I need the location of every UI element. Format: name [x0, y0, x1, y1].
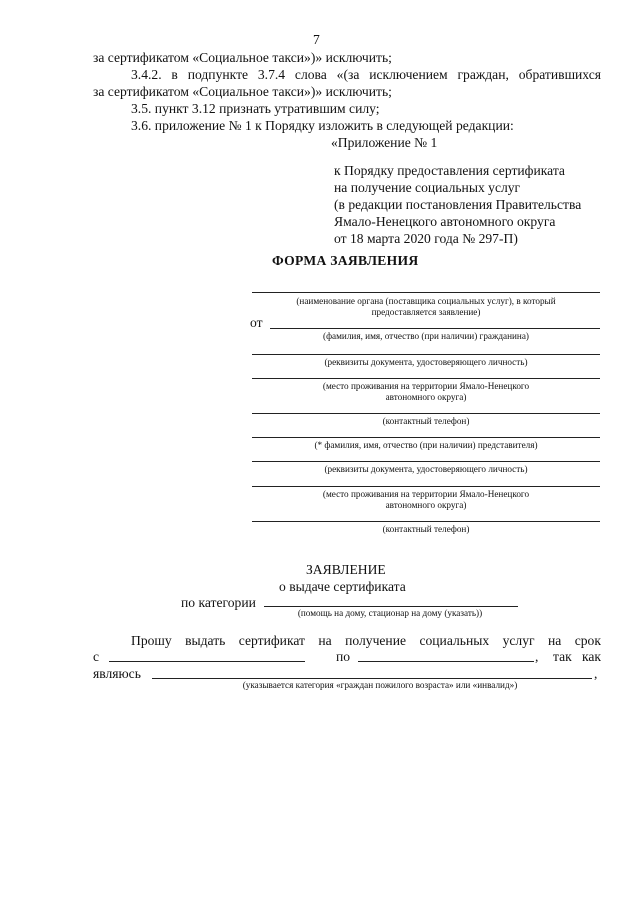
being-hint: (указывается категория «граждан пожилого возраста» или «инвалид») — [242, 680, 518, 690]
citizen-doc-line[interactable] — [252, 354, 600, 355]
category-prefix: по категории — [181, 595, 256, 610]
from-prefix: от — [250, 315, 263, 330]
rep-doc-label: (реквизиты документа, удостоверяющего личность) — [324, 464, 528, 474]
organ-line[interactable] — [252, 292, 600, 293]
request-word: получение — [345, 633, 407, 648]
page-number: 7 — [313, 32, 320, 47]
appendix-line-5: от 18 марта 2020 года № 297-П) — [334, 231, 518, 246]
request-word: выдать — [185, 633, 226, 648]
from-word: с — [93, 649, 100, 664]
rep-phone-label: (контактный телефон) — [382, 524, 470, 534]
statement-title: ЗАЯВЛЕНИЕ — [306, 562, 386, 577]
request-word: на — [547, 633, 562, 648]
citizen-phone-line[interactable] — [252, 413, 600, 414]
citizen-address-label: (место проживания на территории Ямало-Ненецкого автономного округа) — [322, 381, 530, 402]
rep-name-line[interactable] — [252, 437, 600, 438]
intro-line-3: за сертификатом «Социальное такси»)» исключить; — [93, 84, 392, 99]
request-word: социальных — [419, 633, 490, 648]
appendix-line-2: на получение социальных услуг — [334, 180, 521, 195]
request-word: сертификат — [238, 633, 305, 648]
citizen-address-line[interactable] — [252, 378, 600, 379]
intro-line-5: 3.6. приложение № 1 к Порядку изложить в следующей редакции: — [131, 118, 514, 133]
appendix-line-3: (в редакции постановления Правительства — [334, 197, 582, 212]
statement-subtitle: о выдаче сертификата — [279, 579, 406, 594]
request-word: срок — [574, 633, 601, 648]
rep-phone-line[interactable] — [252, 521, 600, 522]
since-word-2: как — [582, 649, 602, 664]
appendix-title: «Приложение № 1 — [331, 135, 438, 150]
citizen-phone-label: (контактный телефон) — [382, 416, 470, 426]
intro-line-1: за сертификатом «Социальное такси»)» исключить; — [93, 50, 392, 65]
date-comma: , — [535, 649, 539, 664]
category-line[interactable] — [264, 606, 518, 607]
rep-address-line[interactable] — [252, 486, 600, 487]
appendix-line-1: к Порядку предоставления сертификата — [334, 163, 565, 178]
citizen-name-line[interactable] — [270, 328, 600, 329]
request-word: на — [318, 633, 332, 648]
date-to-line[interactable] — [358, 661, 534, 662]
since-word-1: так — [553, 649, 572, 664]
intro-line-4: 3.5. пункт 3.12 признать утратившим силу; — [131, 101, 380, 116]
citizen-doc-label: (реквизиты документа, удостоверяющего личность) — [324, 357, 528, 367]
request-word: услуг — [502, 633, 535, 648]
rep-name-label: (* фамилия, имя, отчество (при наличии) представителя) — [314, 440, 538, 450]
request-sentence — [131, 633, 601, 649]
category-hint: (помощь на дому, стационар на дому (указать)) — [297, 608, 483, 618]
rep-address-label: (место проживания на территории Ямало-Ненецкого автономного округа) — [322, 489, 530, 510]
request-word: Прошу — [131, 633, 172, 648]
appendix-line-4: Ямало-Ненецкого автономного округа — [334, 214, 556, 229]
category-type-line[interactable] — [152, 678, 592, 679]
to-word: по — [336, 649, 351, 664]
form-title: ФОРМА ЗАЯВЛЕНИЯ — [272, 253, 419, 268]
date-from-line[interactable] — [109, 661, 305, 662]
citizen-name-label: (фамилия, имя, отчество (при наличии) гражданина) — [323, 331, 529, 341]
rep-doc-line[interactable] — [252, 461, 600, 462]
being-word: являюсь — [93, 666, 141, 681]
intro-line-2: 3.4.2. в подпункте 3.7.4 слова «(за исключением граждан, обратившихся — [131, 67, 601, 82]
organ-label: (наименование органа (поставщика социальных услуг), в который предоставляется заявление) — [296, 296, 556, 317]
being-comma: , — [594, 666, 598, 681]
